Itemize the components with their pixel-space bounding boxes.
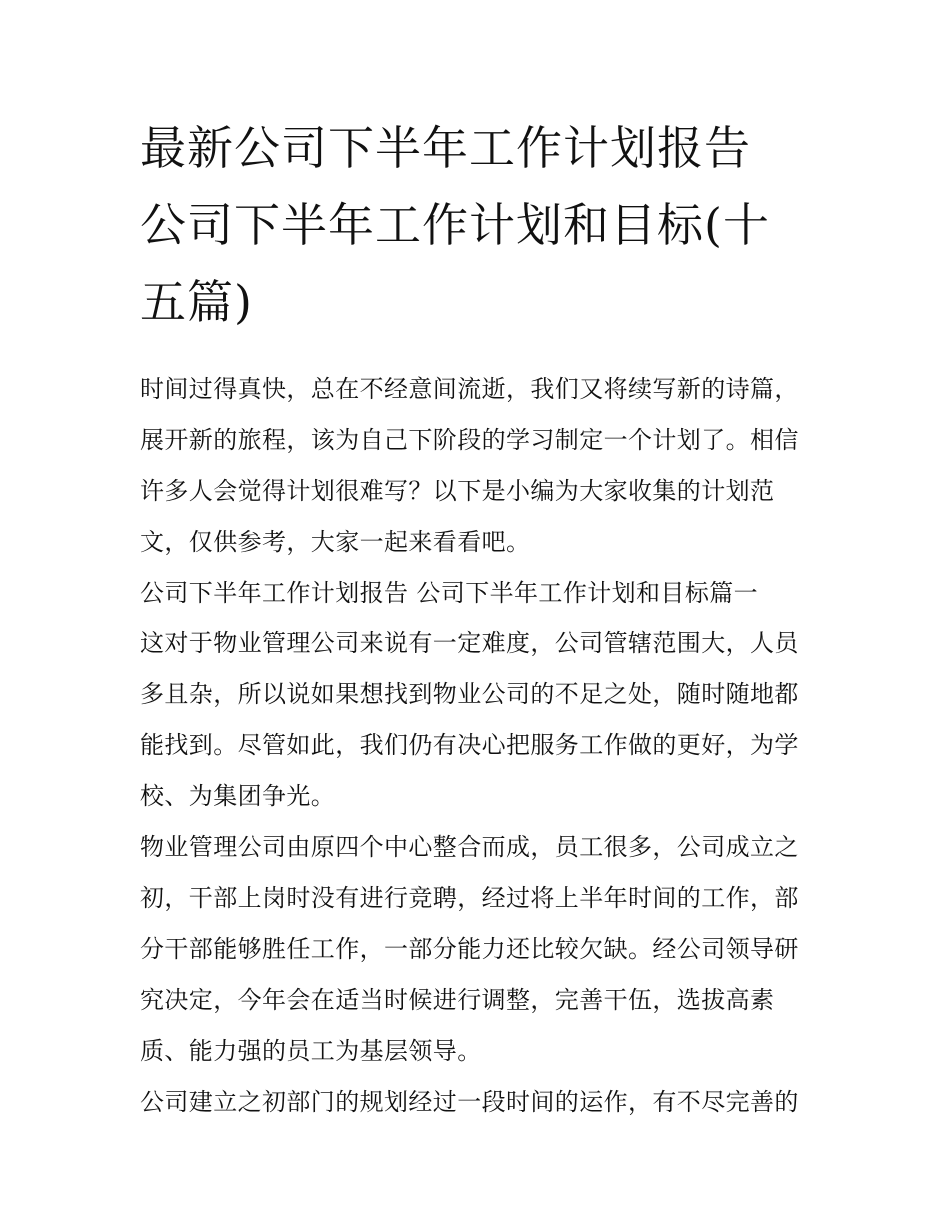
section-heading-text: 公司下半年工作计划报告 公司下半年工作计划和目标篇一: [140, 579, 759, 607]
text-line: 多且杂，所以说如果想找到物业公司的不足之处，随时随地都: [140, 680, 799, 708]
title-line: 最新公司下半年工作计划报告: [140, 121, 751, 175]
text-line: 究决定，今年会在适当时候进行调整，完善干伍，选拔高素: [140, 986, 775, 1014]
text-line: 时间过得真快，总在不经意间流逝，我们又将续写新的诗篇，: [140, 375, 799, 403]
text-line: 物业管理公司由原四个中心整合而成，员工很多，公司成立之: [140, 833, 799, 861]
text-line: 分干部能够胜任工作，一部分能力还比较欠缺。经公司领导研: [140, 935, 799, 963]
text-line: 文，仅供参考，大家一起来看看吧。: [140, 528, 531, 556]
paragraph-1: [140, 618, 812, 822]
document-title: [140, 110, 812, 341]
text-line: 初，干部上岗时没有进行竞聘，经过将上半年时间的工作，部: [140, 884, 799, 912]
section-heading: [140, 568, 812, 618]
text-line: 质、能力强的员工为基层领导。: [140, 1037, 482, 1065]
intro-paragraph: [140, 364, 812, 568]
title-line: 公司下半年工作计划和目标(十: [140, 198, 770, 252]
paragraph-3: [140, 1077, 812, 1128]
title-line: 五篇): [140, 275, 253, 329]
text-line: 校、为集团争光。: [140, 782, 336, 810]
text-line: 许多人会觉得计划很难写？以下是小编为大家收集的计划范: [140, 477, 775, 505]
text-line: 能找到。尽管如此，我们仍有决心把服务工作做的更好，为学: [140, 731, 799, 759]
document-body: [140, 364, 812, 1128]
paragraph-2: [140, 822, 812, 1077]
text-line: 公司建立之初部门的规划经过一段时间的运作，有不尽完善的: [140, 1088, 799, 1116]
text-line: 这对于物业管理公司来说有一定难度，公司管辖范围大，人员: [140, 629, 799, 657]
text-line: 展开新的旅程，该为自己下阶段的学习制定一个计划了。相信: [140, 426, 799, 454]
document-content: [140, 110, 812, 1128]
